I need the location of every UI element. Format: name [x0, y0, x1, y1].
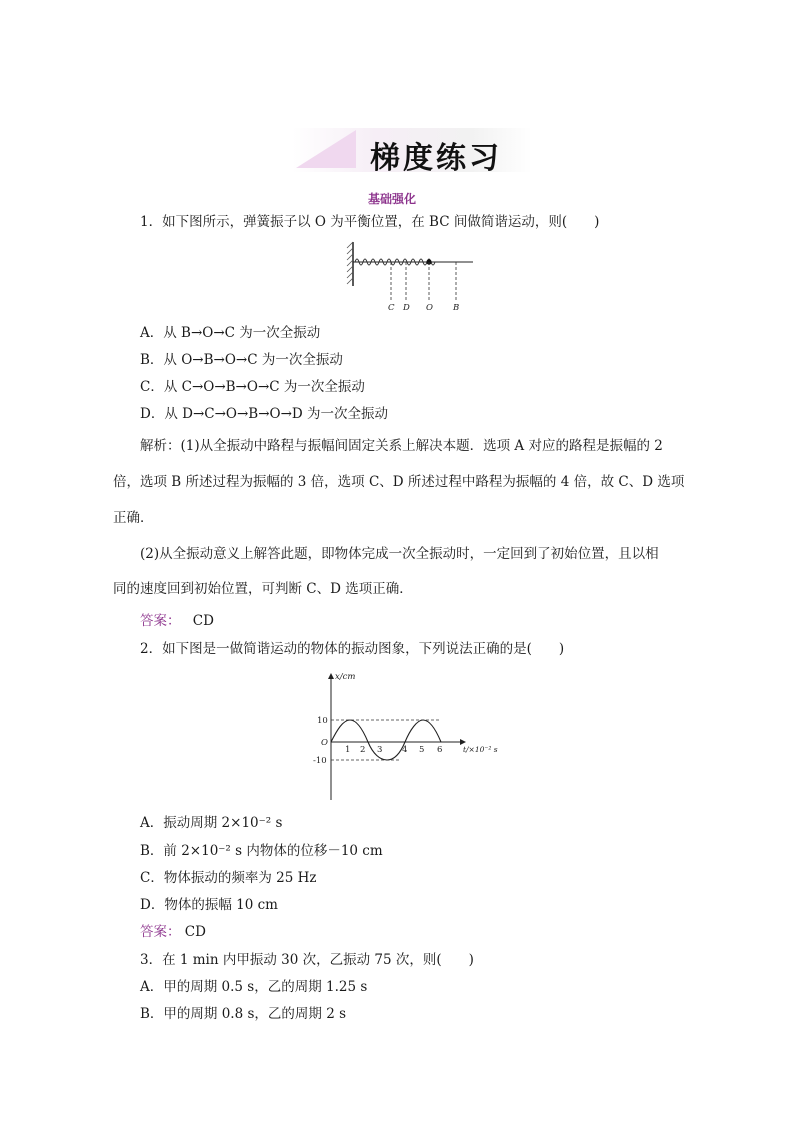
origin-label: O	[321, 738, 328, 748]
label-d: D	[403, 303, 410, 313]
question-2-answer	[140, 926, 206, 940]
label-c: C	[388, 303, 395, 313]
section-heading: 基础强化	[368, 192, 417, 206]
x-axis-label: t/×10⁻² s	[463, 745, 498, 754]
answer-value: CD	[192, 613, 214, 629]
wall-hatching	[347, 242, 353, 284]
x-tick-1: 1	[345, 745, 351, 755]
analysis-line-5: 同的速度回到初始位置，可判断 C、D 选项正确．	[113, 581, 413, 597]
x-tick-5: 5	[419, 745, 425, 755]
question-1-answer	[140, 615, 214, 629]
question-1-option-a: A．从 B→O→C 为一次全振动	[140, 325, 321, 341]
position-markers	[391, 262, 456, 300]
question-2-option-b: B．前 2×10⁻² s 内物体的位移－10 cm	[140, 843, 383, 859]
y-axis-label: x/cm	[335, 672, 356, 682]
question-1-option-d: D．从 D→C→O→B→O→D 为一次全振动	[140, 406, 388, 422]
vibration-graph-figure	[305, 670, 515, 806]
page-title: 梯度练习	[370, 141, 502, 176]
x-tick-3: 3	[377, 745, 383, 755]
analysis-line-2: 倍，选项 B 所述过程为振幅的 3 倍，选项 C、D 所述过程中路程为振幅的 4 倍，故 C、D 选项	[113, 474, 685, 490]
question-2-stem: 2．如下图是一做简谐运动的物体的振动图象，下列说法正确的是( )	[140, 641, 565, 657]
x-tick-6: 6	[437, 745, 443, 755]
question-1-stem: 1．如下图所示，弹簧振子以 O 为平衡位置，在 BC 间做简谐运动，则( )	[140, 214, 600, 230]
analysis-line-1: 解析：(1)从全振动中路程与振幅间固定关系上解决本题．选项 A 对应的路程是振幅的 2	[140, 438, 663, 454]
answer-label: 答案：	[140, 613, 181, 629]
question-2-option-c: C．物体振动的频率为 25 Hz	[140, 870, 317, 886]
analysis-line-3: 正确．	[113, 510, 154, 526]
question-3-option-b: B．甲的周期 0.8 s，乙的周期 2 s	[140, 1006, 346, 1022]
question-2-option-d: D．物体的振幅 10 cm	[140, 897, 278, 913]
y-tick-neg10: -10	[313, 756, 327, 766]
label-b: B	[453, 303, 460, 313]
answer-label: 答案：	[140, 924, 181, 940]
question-1-option-c: C．从 C→O→B→O→C 为一次全振动	[140, 379, 365, 395]
spring-oscillator-figure	[345, 238, 480, 316]
y-tick-10: 10	[317, 716, 328, 726]
spring	[355, 259, 435, 265]
x-tick-4: 4	[402, 745, 408, 755]
label-o: O	[426, 303, 433, 313]
x-tick-2: 2	[360, 745, 366, 755]
answer-value: CD	[184, 924, 206, 940]
question-3-option-a: A．甲的周期 0.5 s，乙的周期 1.25 s	[140, 979, 368, 995]
analysis-line-4: (2)从全振动意义上解答此题，即物体完成一次全振动时，一定回到了初始位置，且以相	[140, 546, 659, 562]
question-3-stem: 3．在 1 min 内甲振动 30 次，乙振动 75 次，则( )	[140, 952, 474, 968]
question-2-option-a: A．振动周期 2×10⁻² s	[140, 815, 283, 831]
question-1-option-b: B．从 O→B→O→C 为一次全振动	[140, 352, 343, 368]
title-banner-accent	[296, 130, 356, 168]
